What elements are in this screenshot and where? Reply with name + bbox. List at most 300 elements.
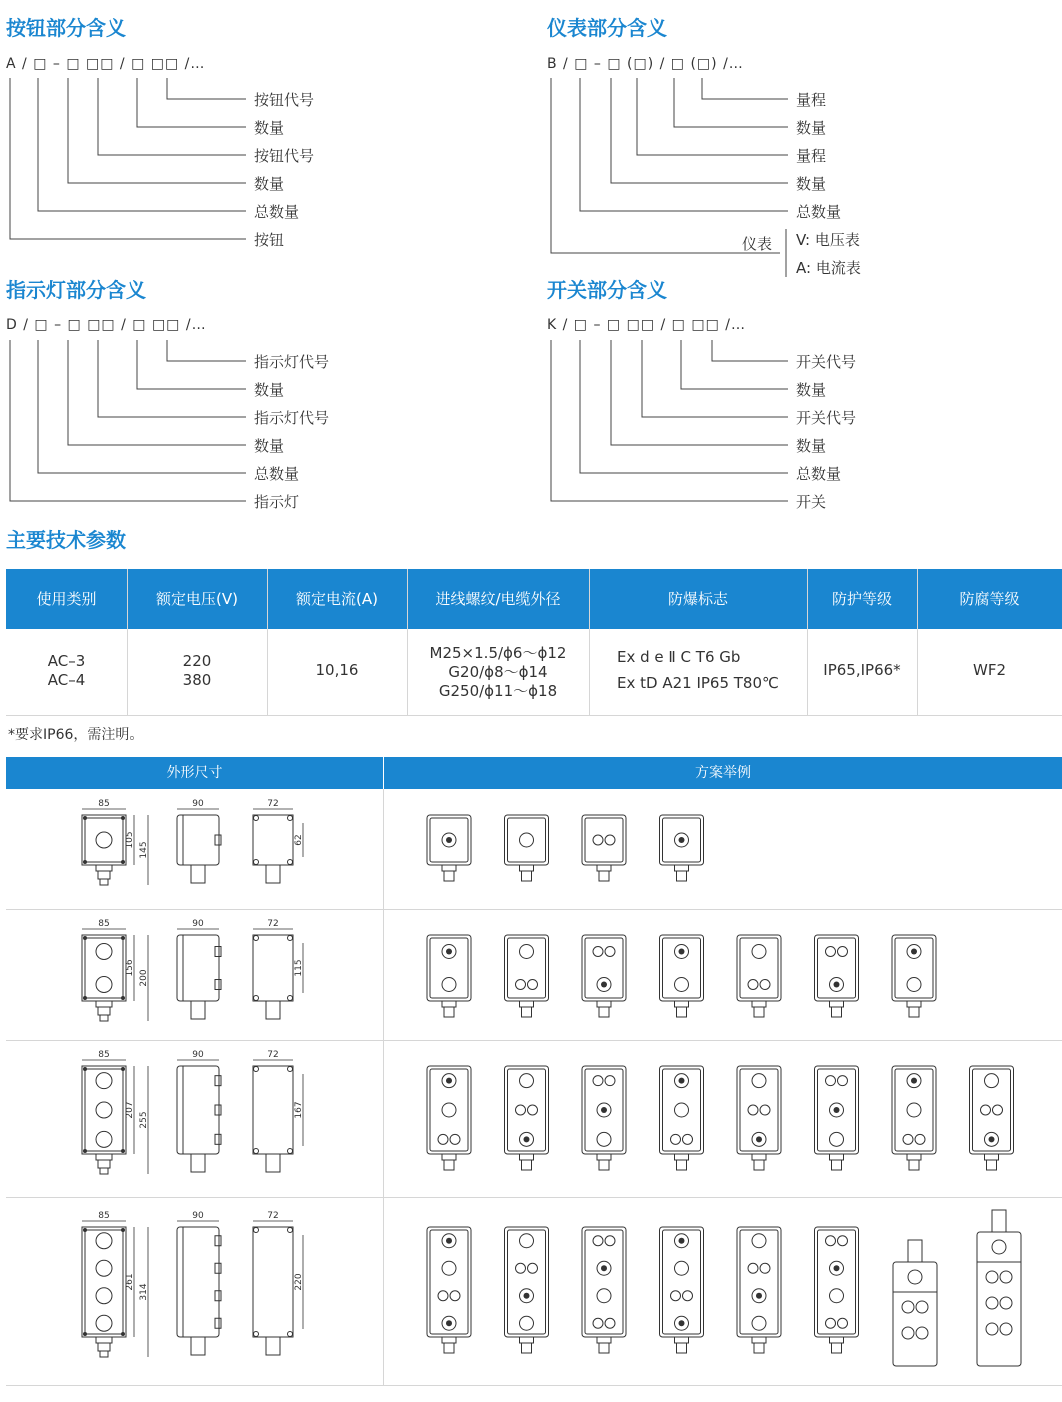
side-view-row-2 — [177, 929, 221, 1019]
example-enclosure-inner — [430, 1230, 468, 1334]
twin-button-icon — [605, 947, 615, 957]
scheme-example-3-7 — [892, 1066, 936, 1170]
dim-outer-height-label: 200 — [139, 969, 149, 987]
cable-gland — [96, 865, 112, 871]
twin-button-icon — [593, 947, 603, 957]
pushbutton-center — [601, 982, 607, 988]
mount-hole — [254, 1228, 259, 1233]
example-enclosure-inner — [895, 938, 933, 998]
dim-width-label: 85 — [98, 1050, 110, 1060]
indicator-lamp-icon — [520, 1074, 534, 1088]
cable-gland — [442, 1154, 456, 1160]
cable-gland — [100, 879, 108, 885]
cable-gland — [100, 1351, 108, 1357]
scheme-example-2-3 — [582, 935, 626, 1017]
example-enclosure-inner — [430, 938, 468, 998]
mount-hole — [254, 1332, 259, 1337]
twin-button-icon — [516, 980, 526, 990]
example-enclosure-inner — [585, 818, 623, 862]
mount-hole — [288, 1228, 293, 1233]
side-view-row-4 — [177, 1221, 221, 1355]
example-enclosure — [505, 815, 549, 865]
button-hole — [96, 1315, 112, 1331]
scheme-example-4-6 — [815, 1227, 859, 1353]
cable-gland — [96, 1154, 112, 1160]
cable-gland — [96, 1001, 112, 1007]
cable-gland — [985, 1154, 999, 1160]
screw — [83, 996, 87, 1000]
ip66-note: *要求IP66，需注明。 — [8, 727, 144, 743]
scheme-example-4-4 — [660, 1227, 704, 1353]
twin-button-icon — [986, 1297, 998, 1309]
dim-inner-height-label: 156 — [125, 959, 135, 977]
button-hole — [96, 1131, 112, 1147]
twin-button-icon — [605, 1236, 615, 1246]
scheme-example-3-8 — [970, 1066, 1014, 1170]
twin-button-icon — [450, 1134, 460, 1144]
selector-switch-icon — [908, 1270, 922, 1284]
indicator-lamp-icon — [907, 978, 921, 992]
selector-switch-icon — [992, 1240, 1006, 1254]
scheme-example-4-3 — [582, 1227, 626, 1353]
cable-gland — [675, 1337, 689, 1343]
twin-button-icon — [438, 1134, 448, 1144]
mount-hole — [288, 936, 293, 941]
screw — [121, 936, 125, 940]
twin-button-icon — [916, 1327, 928, 1339]
scheme-example-stacked-1 — [893, 1240, 937, 1366]
screw — [83, 1149, 87, 1153]
twin-button-icon — [760, 1263, 770, 1273]
params-title: 主要技术参数 — [6, 528, 126, 552]
scheme-example-1-1 — [427, 815, 471, 881]
side-view-row-1 — [177, 809, 221, 883]
actuator-profile — [215, 980, 221, 990]
cell-thread-1: M25×1.5/ϕ6～ϕ12 — [429, 644, 567, 662]
indicator-label-qty-2: 数量 — [254, 381, 285, 399]
example-enclosure-inner — [740, 938, 778, 998]
indicator-lamp-icon — [985, 1074, 999, 1088]
cell-thread-2: G20/ϕ8～ϕ14 — [448, 663, 548, 681]
cell-exmark-2: Ex tD A21 IP65 T80℃ — [617, 674, 779, 692]
pushbutton-center — [756, 1293, 762, 1299]
screw — [121, 1228, 125, 1232]
scheme-example-3-5 — [737, 1066, 781, 1170]
switch-code-pattern: K / □ – □ □□ / □ □□ /… — [547, 317, 746, 333]
twin-button-icon — [671, 1134, 681, 1144]
cable-gland — [752, 1337, 766, 1343]
dim-mount-height-label: 167 — [294, 1101, 304, 1119]
cable-gland — [522, 1160, 532, 1170]
actuator-profile — [215, 1076, 221, 1086]
cable-gland — [191, 1001, 205, 1019]
button-hole — [96, 1288, 112, 1304]
twin-button-icon — [528, 1263, 538, 1273]
dim-mount-height-label: 62 — [294, 834, 304, 846]
twin-button-icon — [986, 1271, 998, 1283]
cable-gland — [909, 1160, 919, 1170]
pushbutton-center — [524, 1136, 530, 1142]
cable-gland — [266, 1337, 280, 1355]
cable-gland — [96, 1337, 112, 1343]
enclosure-front-inner — [85, 1069, 123, 1151]
button-section-title: 按钮部分含义 — [6, 16, 126, 40]
cable-gland — [98, 871, 110, 879]
cable-gland — [908, 1240, 922, 1262]
scheme-example-2-7 — [892, 935, 936, 1017]
cable-gland — [522, 871, 532, 881]
switch-section-title: 开关部分含义 — [547, 278, 667, 302]
pushbutton-center — [601, 1107, 607, 1113]
cable-gland — [444, 1160, 454, 1170]
cable-gland — [832, 1007, 842, 1017]
meter-label-range-2: 量程 — [796, 91, 827, 109]
cable-gland — [597, 1337, 611, 1343]
twin-button-icon — [748, 1105, 758, 1115]
example-enclosure-inner — [508, 1230, 546, 1334]
pushbutton-center — [911, 949, 917, 955]
cable-gland — [677, 871, 687, 881]
twin-button-icon — [838, 1236, 848, 1246]
cable-gland — [444, 1007, 454, 1017]
example-enclosure — [977, 1232, 1021, 1366]
switch-label-code-2: 开关代号 — [796, 353, 857, 371]
pushbutton-center — [834, 1265, 840, 1271]
cable-gland — [987, 1160, 997, 1170]
th-anticorrosion: 防腐等级 — [959, 590, 1020, 608]
twin-button-icon — [593, 835, 603, 845]
cable-gland — [442, 865, 456, 871]
meter-label-range-1: 量程 — [796, 147, 827, 165]
twin-button-icon — [593, 1076, 603, 1086]
dim-mount-height-label: 115 — [294, 959, 304, 977]
switch-label-type: 开关 — [796, 493, 827, 511]
cable-gland — [675, 1154, 689, 1160]
cable-gland — [754, 1007, 764, 1017]
indicator-lamp-icon — [597, 1132, 611, 1146]
twin-button-icon — [826, 1236, 836, 1246]
button-label-qty-2: 数量 — [254, 119, 285, 137]
cable-gland — [599, 871, 609, 881]
indicator-lamp-icon — [830, 1132, 844, 1146]
mount-hole — [288, 1067, 293, 1072]
th-voltage: 额定电压(V) — [156, 590, 238, 608]
indicator-label-type: 指示灯 — [254, 493, 300, 511]
dim-outer-height-label: 255 — [139, 1111, 149, 1129]
twin-button-icon — [838, 1318, 848, 1328]
pushbutton-center — [679, 1078, 685, 1084]
scheme-example-3-3 — [582, 1066, 626, 1170]
twin-button-icon — [528, 980, 538, 990]
dim-outer-height-label: 145 — [139, 841, 149, 859]
indicator-lamp-icon — [675, 1103, 689, 1117]
mount-hole — [288, 996, 293, 1001]
example-enclosure-inner — [663, 1230, 701, 1334]
switch-label-code-1: 开关代号 — [796, 409, 857, 427]
cable-gland — [597, 865, 611, 871]
example-enclosure-inner — [818, 1230, 856, 1334]
dim-depth-label: 90 — [192, 919, 204, 929]
mount-hole — [254, 860, 259, 865]
twin-button-icon — [981, 1105, 991, 1115]
indicator-lamp-icon — [442, 1261, 456, 1275]
cable-gland — [266, 1154, 280, 1172]
dim-width-label: 85 — [98, 919, 110, 929]
twin-button-icon — [516, 1263, 526, 1273]
button-label-total: 总数量 — [254, 203, 300, 221]
cable-gland — [677, 1160, 687, 1170]
twin-button-icon — [438, 1291, 448, 1301]
indicator-lamp-icon — [597, 1289, 611, 1303]
button-label-code-2: 按钮代号 — [254, 91, 315, 109]
pushbutton-center — [601, 1265, 607, 1271]
screw — [121, 1149, 125, 1153]
cell-voltage-1: 220 — [182, 652, 212, 670]
actuator-profile — [215, 947, 221, 957]
indicator-lamp-icon — [675, 978, 689, 992]
enclosure-front — [82, 815, 126, 865]
th-protection: 防护等级 — [831, 590, 892, 608]
indicator-lamp-icon — [520, 1234, 534, 1248]
scheme-example-2-6 — [815, 935, 859, 1017]
scheme-example-2-5 — [737, 935, 781, 1017]
screw — [121, 996, 125, 1000]
twin-button-icon — [528, 1105, 538, 1115]
twin-button-icon — [671, 1291, 681, 1301]
cable-gland — [442, 1001, 456, 1007]
meter-label-voltmeter: V: 电压表 — [796, 231, 860, 249]
enclosure-rear — [253, 1227, 293, 1337]
actuator-profile — [215, 1318, 221, 1328]
dim-width-label: 85 — [98, 799, 110, 809]
side-view-row-3 — [177, 1060, 221, 1172]
switch-label-total: 总数量 — [796, 465, 842, 483]
twin-button-icon — [915, 1134, 925, 1144]
screw — [83, 816, 87, 820]
twin-button-icon — [605, 1318, 615, 1328]
indicator-lamp-icon — [675, 1261, 689, 1275]
switch-label-qty-1: 数量 — [796, 437, 827, 455]
scheme-example-1-4 — [660, 815, 704, 881]
indicator-lamp-icon — [752, 945, 766, 959]
cable-gland — [444, 871, 454, 881]
indicator-lamp-icon — [830, 1289, 844, 1303]
dim-rear-width-label: 72 — [267, 799, 279, 809]
dim-rear-width-label: 72 — [267, 1211, 279, 1221]
indicator-lamp-icon — [442, 1103, 456, 1117]
button-label-type: 按钮 — [254, 231, 285, 249]
cable-gland — [754, 1343, 764, 1353]
th-current: 额定电流(A) — [296, 590, 378, 608]
mount-hole — [254, 1149, 259, 1154]
example-enclosure-inner — [663, 938, 701, 998]
mount-hole — [254, 816, 259, 821]
pushbutton-center — [679, 837, 685, 843]
cell-anticorrosion: WF2 — [972, 661, 1006, 679]
example-enclosure — [582, 1227, 626, 1337]
cable-gland — [752, 1154, 766, 1160]
button-code-pattern: A / □ – □ □□ / □ □□ /… — [6, 56, 206, 72]
enclosure-rear — [253, 935, 293, 1001]
indicator-label-code-2: 指示灯代号 — [254, 353, 330, 371]
actuator-profile — [215, 1263, 221, 1273]
meter-label-qty-1: 数量 — [796, 175, 827, 193]
th-category: 使用类别 — [36, 590, 97, 608]
actuator-profile — [215, 835, 221, 845]
cable-gland — [520, 865, 534, 871]
dim-width-label: 85 — [98, 1211, 110, 1221]
twin-button-icon — [683, 1291, 693, 1301]
twin-button-icon — [760, 980, 770, 990]
cable-gland — [520, 1337, 534, 1343]
button-label-code-1: 按钮代号 — [254, 147, 315, 165]
scheme-example-3-1 — [427, 1066, 471, 1170]
screw — [83, 860, 87, 864]
example-enclosure-inner — [508, 818, 546, 862]
scheme-example-2-1 — [427, 935, 471, 1017]
indicator-section-title: 指示灯部分含义 — [6, 278, 146, 302]
cable-gland — [907, 1154, 921, 1160]
twin-button-icon — [902, 1327, 914, 1339]
cable-gland — [907, 1001, 921, 1007]
cable-gland — [100, 1015, 108, 1021]
pushbutton-center — [446, 1078, 452, 1084]
cable-gland — [98, 1160, 110, 1168]
cable-gland — [675, 865, 689, 871]
scheme-example-3-4 — [660, 1066, 704, 1170]
indicator-lamp-icon — [442, 978, 456, 992]
example-enclosure — [582, 815, 626, 865]
cable-gland — [522, 1007, 532, 1017]
pushbutton-center — [679, 1238, 685, 1244]
dim-depth-label: 90 — [192, 799, 204, 809]
cable-gland — [752, 1001, 766, 1007]
meter-label-ammeter: A: 电流表 — [796, 259, 861, 277]
cable-gland — [832, 1343, 842, 1353]
cable-gland — [830, 1337, 844, 1343]
cable-gland — [520, 1154, 534, 1160]
cable-gland — [98, 1007, 110, 1015]
twin-button-icon — [993, 1105, 1003, 1115]
enclosure-front — [82, 935, 126, 1001]
example-enclosure-inner — [585, 1230, 623, 1334]
example-enclosure-inner — [585, 938, 623, 998]
cable-gland — [992, 1210, 1006, 1232]
enclosure-front — [82, 1066, 126, 1154]
cable-gland — [599, 1007, 609, 1017]
twin-button-icon — [516, 1105, 526, 1115]
indicator-lamp-icon — [752, 1074, 766, 1088]
scheme-example-title: 方案举例 — [695, 765, 751, 781]
scheme-example-1-3 — [582, 815, 626, 881]
scheme-example-4-5 — [737, 1227, 781, 1353]
mount-hole — [254, 1067, 259, 1072]
indicator-lamp-icon — [752, 1316, 766, 1330]
button-hole — [96, 944, 112, 960]
screw — [121, 1067, 125, 1071]
outline-dimension-title: 外形尺寸 — [166, 765, 223, 781]
cable-gland — [520, 1001, 534, 1007]
twin-button-icon — [748, 1263, 758, 1273]
twin-button-icon — [593, 1318, 603, 1328]
screw — [83, 1228, 87, 1232]
scheme-example-4-1 — [427, 1227, 471, 1353]
twin-button-icon — [593, 1236, 603, 1246]
meter-label-total: 总数量 — [796, 203, 842, 221]
cable-gland — [675, 1001, 689, 1007]
example-enclosure — [505, 1227, 549, 1337]
enclosure-front-inner — [85, 1230, 123, 1334]
meter-code-pattern: B / □ – □ (□) / □ (□) /… — [547, 56, 744, 72]
cable-gland — [597, 1154, 611, 1160]
example-enclosure-inner — [740, 1230, 778, 1334]
button-hole — [96, 832, 112, 848]
pushbutton-center — [911, 1078, 917, 1084]
button-hole — [96, 1260, 112, 1276]
cell-category-2: AC–4 — [47, 671, 86, 689]
actuator-profile — [215, 1291, 221, 1301]
cable-gland — [677, 1343, 687, 1353]
cable-gland — [830, 1154, 844, 1160]
cable-gland — [191, 865, 205, 883]
pushbutton-center — [989, 1136, 995, 1142]
th-thread: 进线螺纹/电缆外径 — [435, 590, 561, 608]
scheme-example-3-6 — [815, 1066, 859, 1170]
scheme-example-2-4 — [660, 935, 704, 1017]
twin-button-icon — [1000, 1271, 1012, 1283]
twin-button-icon — [683, 1134, 693, 1144]
dim-outer-height-label: 314 — [139, 1283, 149, 1301]
cable-gland — [909, 1007, 919, 1017]
screw — [83, 936, 87, 940]
th-exmark: 防爆标志 — [667, 590, 728, 608]
pushbutton-center — [446, 949, 452, 955]
dim-inner-height-label: 207 — [125, 1101, 135, 1119]
pushbutton-center — [834, 1107, 840, 1113]
twin-button-icon — [1000, 1297, 1012, 1309]
scheme-example-3-2 — [505, 1066, 549, 1170]
pushbutton-center — [756, 1136, 762, 1142]
actuator-profile — [215, 1236, 221, 1246]
twin-button-icon — [450, 1291, 460, 1301]
cable-gland — [442, 1337, 456, 1343]
meter-section-title: 仪表部分含义 — [547, 16, 667, 40]
cable-gland — [266, 865, 280, 883]
indicator-lamp-icon — [907, 1103, 921, 1117]
cell-current: 10,16 — [315, 661, 359, 679]
twin-button-icon — [748, 980, 758, 990]
cable-gland — [599, 1343, 609, 1353]
indicator-code-pattern: D / □ – □ □□ / □ □□ /… — [6, 317, 207, 333]
cable-gland — [522, 1343, 532, 1353]
cable-gland — [98, 1343, 110, 1351]
indicator-label-total: 总数量 — [254, 465, 300, 483]
cable-gland — [754, 1160, 764, 1170]
dim-rear-width-label: 72 — [267, 1050, 279, 1060]
example-enclosure-inner — [818, 938, 856, 998]
mount-hole — [288, 816, 293, 821]
cell-exmark-1: Ex d e Ⅱ C T6 Gb — [617, 648, 741, 666]
twin-button-icon — [1000, 1323, 1012, 1335]
pushbutton-center — [524, 1293, 530, 1299]
screw — [83, 1332, 87, 1336]
indicator-label-qty-1: 数量 — [254, 437, 285, 455]
cable-gland — [444, 1343, 454, 1353]
screw — [83, 1067, 87, 1071]
meter-label-type: 仪表 — [742, 235, 773, 253]
dim-depth-label: 90 — [192, 1211, 204, 1221]
mount-hole — [254, 936, 259, 941]
